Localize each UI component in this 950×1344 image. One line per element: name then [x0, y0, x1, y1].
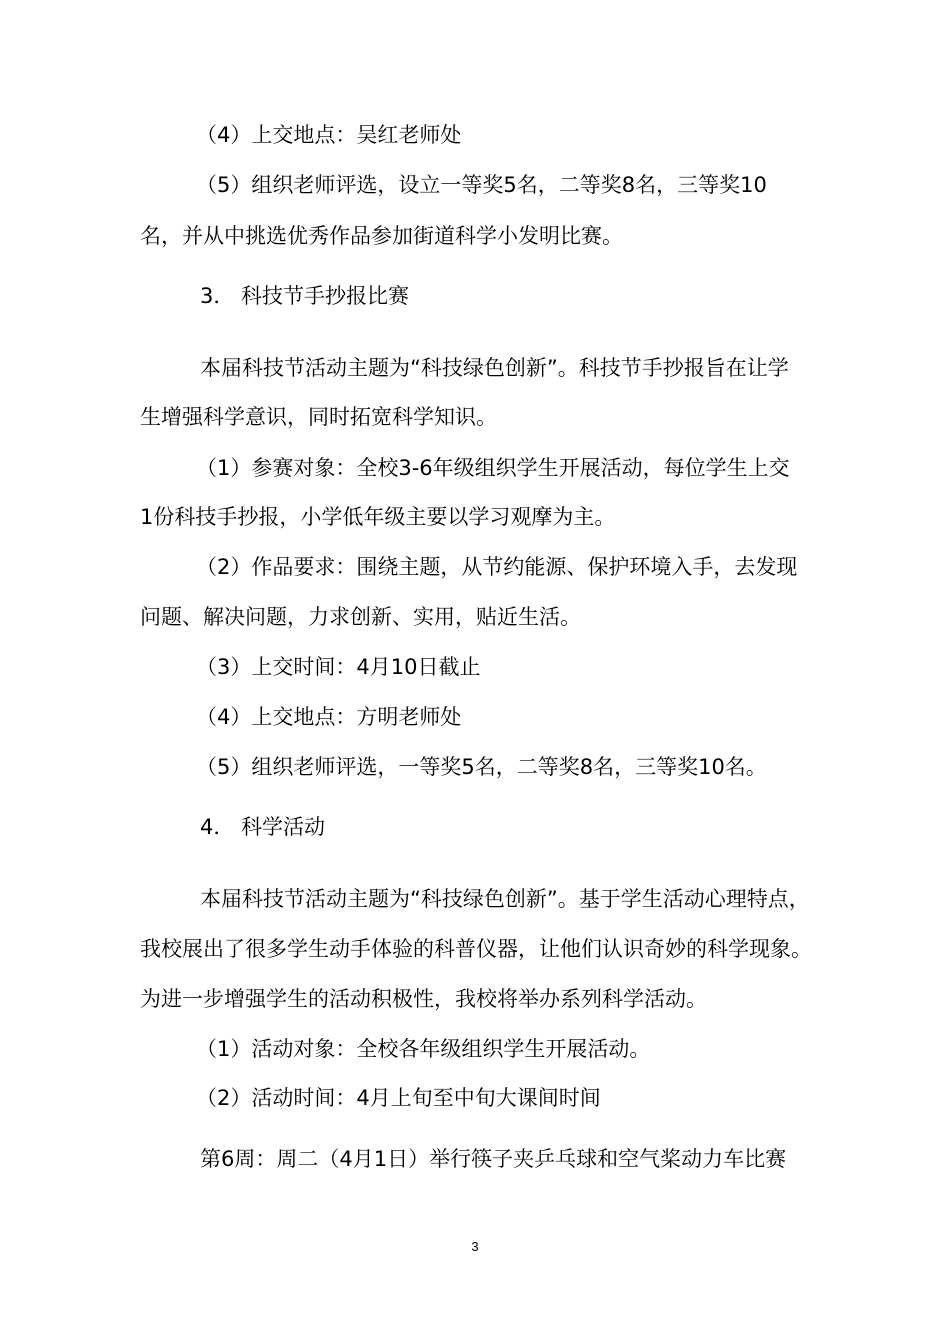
text-line: 1份科技手抄报，小学低年级主要以学习观摩为主。	[140, 505, 616, 529]
text-line: （5）组织老师评选，一等奖5名，二等奖8名，三等奖10名。	[196, 755, 767, 779]
text-line: 问题、解决问题，力求创新、实用，贴近生活。	[140, 605, 581, 629]
text-line: （1）活动对象：全校各年级组织学生开展活动。	[196, 1037, 651, 1061]
text-line: （5）组织老师评选，设立一等奖5名，二等奖8名，三等奖10	[196, 173, 767, 197]
page-number: 3	[471, 1239, 479, 1254]
text-line: 为进一步增强学生的活动积极性，我校将举办系列科学活动。	[140, 987, 707, 1011]
text-line: 本届科技节活动主题为“科技绿色创新”。科技节手抄报旨在让学	[200, 356, 789, 380]
text-line: （1）参赛对象：全校3-6年级组织学生开展活动，每位学生上交	[196, 456, 790, 480]
text-line: （2）活动时间：4月上旬至中旬大课间时间	[196, 1086, 601, 1110]
section-heading: 4． 科学活动	[200, 815, 326, 839]
text-line: （4）上交地点：方明老师处	[196, 705, 462, 729]
text-line: 名，并从中挑选优秀作品参加街道科学小发明比赛。	[140, 224, 623, 248]
text-line: （2）作品要求：围绕主题，从节约能源、保护环境入手，去发现	[196, 555, 798, 579]
text-line: 第6周：周二（4月1日）举行筷子夹乒乓球和空气桨动力车比赛	[200, 1147, 787, 1171]
text-line: 生增强科学意识，同时拓宽科学知识。	[140, 405, 497, 429]
text-line: 我校展出了很多学生动手体验的科普仪器，让他们认识奇妙的科学现象。	[140, 937, 812, 961]
text-line: （3）上交时间：4月10日截止	[196, 655, 481, 679]
text-line: 本届科技节活动主题为“科技绿色创新”。基于学生活动心理特点，	[200, 887, 810, 911]
text-line: （4）上交地点：吴红老师处	[196, 123, 462, 147]
section-heading: 3． 科技节手抄报比赛	[200, 284, 410, 308]
